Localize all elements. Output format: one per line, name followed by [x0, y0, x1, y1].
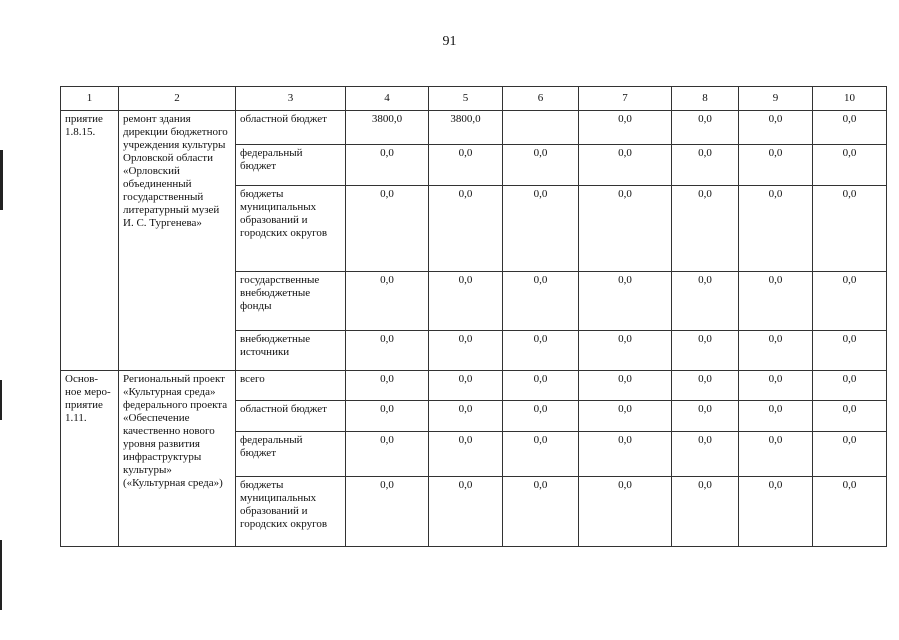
header-cell: 6: [503, 87, 579, 111]
funding-source-cell: государственные внебюджетные фонды: [236, 272, 346, 331]
value-cell: 0,0: [346, 145, 429, 186]
value-cell: 0,0: [346, 272, 429, 331]
value-cell: 0,0: [672, 145, 739, 186]
value-cell: 0,0: [503, 331, 579, 371]
value-cell: 0,0: [429, 272, 503, 331]
value-cell: 0,0: [672, 331, 739, 371]
value-cell: 0,0: [579, 477, 672, 547]
value-cell: 0,0: [672, 371, 739, 401]
value-cell: 0,0: [739, 432, 813, 477]
value-cell: 0,0: [579, 186, 672, 272]
activity-name-cell: Региональный проект «Культурная среда» федерального проекта «Обеспечение качественно нового уровня развития инфраструктуры культуры» («Культурная среда»): [119, 371, 236, 547]
value-cell: 0,0: [429, 331, 503, 371]
value-cell: 0,0: [579, 331, 672, 371]
funding-source-cell: внебюджетные источники: [236, 331, 346, 371]
header-cell: 2: [119, 87, 236, 111]
value-cell: 0,0: [672, 401, 739, 432]
value-cell: 0,0: [429, 432, 503, 477]
value-cell: 0,0: [503, 272, 579, 331]
value-cell: 0,0: [346, 371, 429, 401]
value-cell: 0,0: [503, 371, 579, 401]
funding-source-cell: областной бюджет: [236, 401, 346, 432]
value-cell: 0,0: [579, 401, 672, 432]
value-cell: 0,0: [813, 186, 887, 272]
activity-name-cell: ремонт здания дирекции бюджетного учреждения культуры Орловской области «Орловский объединенный государственный литературный музей И. С. Тургенева»: [119, 111, 236, 371]
value-cell: 0,0: [813, 272, 887, 331]
value-cell: 0,0: [813, 401, 887, 432]
header-cell: 10: [813, 87, 887, 111]
funding-source-cell: федеральный бюджет: [236, 432, 346, 477]
activity-number-cell: Основ- ное меро- приятие 1.11.: [61, 371, 119, 547]
header-cell: 4: [346, 87, 429, 111]
value-cell: 0,0: [739, 401, 813, 432]
value-cell: 0,0: [346, 401, 429, 432]
funding-source-cell: областной бюджет: [236, 111, 346, 145]
header-cell: 5: [429, 87, 503, 111]
value-cell: [503, 111, 579, 145]
budget-table: [60, 86, 887, 547]
value-cell: 0,0: [739, 145, 813, 186]
value-cell: 0,0: [739, 186, 813, 272]
value-cell: 0,0: [346, 432, 429, 477]
header-cell: 9: [739, 87, 813, 111]
value-cell: 0,0: [672, 477, 739, 547]
value-cell: 0,0: [579, 432, 672, 477]
value-cell: 0,0: [739, 272, 813, 331]
value-cell: 0,0: [503, 432, 579, 477]
funding-source-cell: бюджеты муниципальных образований и городских округов: [236, 186, 346, 272]
value-cell: 0,0: [739, 477, 813, 547]
scan-edge-mark: [0, 380, 2, 420]
value-cell: 0,0: [346, 477, 429, 547]
header-row: [61, 87, 887, 111]
value-cell: 0,0: [579, 111, 672, 145]
value-cell: 3800,0: [346, 111, 429, 145]
table-row: [61, 111, 887, 145]
value-cell: 0,0: [503, 401, 579, 432]
value-cell: 0,0: [672, 111, 739, 145]
value-cell: 0,0: [813, 145, 887, 186]
funding-source-cell: федеральный бюджет: [236, 145, 346, 186]
value-cell: 0,0: [503, 145, 579, 186]
header-cell: 8: [672, 87, 739, 111]
value-cell: 0,0: [346, 186, 429, 272]
value-cell: 0,0: [813, 111, 887, 145]
value-cell: 0,0: [813, 371, 887, 401]
value-cell: 0,0: [429, 186, 503, 272]
value-cell: 0,0: [503, 186, 579, 272]
funding-source-cell: всего: [236, 371, 346, 401]
value-cell: 0,0: [672, 186, 739, 272]
scan-edge-mark: [0, 150, 3, 210]
value-cell: 0,0: [739, 371, 813, 401]
value-cell: 0,0: [672, 432, 739, 477]
page-number: 91: [442, 34, 457, 49]
value-cell: 0,0: [672, 272, 739, 331]
value-cell: 0,0: [579, 145, 672, 186]
value-cell: 0,0: [579, 371, 672, 401]
header-cell: 1: [61, 87, 119, 111]
value-cell: 0,0: [429, 371, 503, 401]
value-cell: 0,0: [429, 477, 503, 547]
table-row: [61, 371, 887, 401]
value-cell: 3800,0: [429, 111, 503, 145]
scan-edge-mark: [0, 540, 2, 610]
value-cell: 0,0: [429, 145, 503, 186]
value-cell: 0,0: [429, 401, 503, 432]
funding-source-cell: бюджеты муниципальных образований и городских округов: [236, 477, 346, 547]
value-cell: 0,0: [346, 331, 429, 371]
value-cell: 0,0: [813, 331, 887, 371]
value-cell: 0,0: [503, 477, 579, 547]
value-cell: 0,0: [813, 477, 887, 547]
value-cell: 0,0: [813, 432, 887, 477]
activity-number-cell: приятие 1.8.15.: [61, 111, 119, 371]
value-cell: 0,0: [739, 331, 813, 371]
value-cell: 0,0: [579, 272, 672, 331]
header-cell: 7: [579, 87, 672, 111]
header-cell: 3: [236, 87, 346, 111]
value-cell: 0,0: [739, 111, 813, 145]
